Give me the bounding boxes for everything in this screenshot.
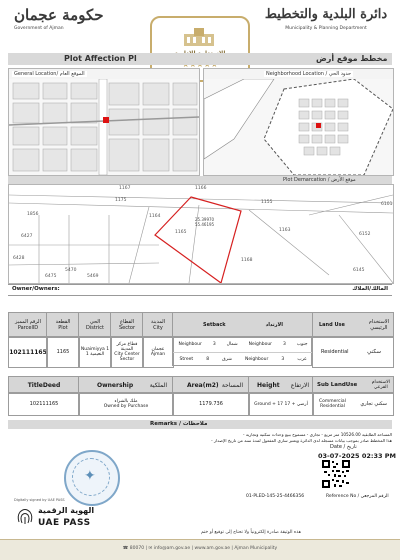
title-en: Plot Affection Pl <box>64 54 137 63</box>
reference-value: 01-PLED-145-25-4466356 <box>246 494 305 499</box>
landuse-label-ar: الاستخدام الرئيسي <box>368 319 389 331</box>
plot-marker-icon <box>103 117 109 123</box>
area-label-ar: المساحة <box>221 381 243 389</box>
remarks-line-2: - هذا المخطط صادر بموجب بيانات مسجلة لدى الدائرة ويعتبر ساري المفعول لمدة سنة من تاريخ الإصدار <box>211 438 392 443</box>
header-parcel-id: الرقم المميز ParcelID <box>8 312 48 338</box>
value-district: Nuaimiyya 1 النعيمية 1 <box>78 336 112 368</box>
height-label: Height <box>257 381 280 389</box>
value-landuse-en: Residential <box>321 349 349 355</box>
general-location-label: General Location/ الموقع العام <box>14 71 85 77</box>
sublanduse-label-ar: الاستخدام الفرعي <box>371 380 390 390</box>
value-landuse-ar: سكني <box>367 349 381 355</box>
demarcation-map[interactable] <box>8 184 394 284</box>
demarcation-label: Plot Demarcation / موقع الأرض <box>283 177 356 183</box>
value-titledeed: 102111165 <box>8 392 80 416</box>
setback-r2-c2: 8 <box>206 356 210 362</box>
header-sector: القطاع Sector <box>110 312 144 338</box>
fingerprint-icon <box>16 506 34 526</box>
svg-text:6101: 6101 <box>381 202 393 207</box>
header-plot: القطعة Plot <box>46 312 80 338</box>
setback-r1-c6: جنوب <box>296 342 308 347</box>
landuse-label: Land Use <box>319 322 345 328</box>
neighborhood-location-map[interactable] <box>203 68 394 176</box>
setback-r2-c4: Neighbour <box>244 356 269 362</box>
remarks-line-1: - المساحة الطابقية 10526.00 متر مربع - تجاري - مسموح ببيع وحدات سكنية وتجارية <box>243 432 392 437</box>
header-setback <box>172 312 314 338</box>
plot-boundary <box>155 197 241 283</box>
svg-text:25.39970: 25.39970 <box>195 217 215 222</box>
header-landuse <box>312 312 394 338</box>
header-district: الحي District <box>78 312 112 338</box>
value-ownership: ملك بالشراء Owned by Purchase <box>78 392 174 416</box>
svg-text:1163: 1163 <box>279 228 291 233</box>
municipality-title-en: Municipality & Planning Department <box>285 26 367 31</box>
reference-label: Reference No / الرقم المرجعي <box>326 494 389 499</box>
svg-text:1167: 1167 <box>119 186 131 191</box>
svg-text:1856: 1856 <box>27 212 39 217</box>
setback-row-1 <box>173 337 313 353</box>
svg-text:1166: 1166 <box>195 186 207 191</box>
setback-r2-c6: غرب <box>297 356 307 362</box>
remarks-label: Remarks / ملاحظات <box>150 421 208 427</box>
setback-r1-c4: Neighbour <box>248 342 273 347</box>
footer-contact: ☎ 80070 | ✉ info@am.gov.ae | www.am.gov.ae | Ajman Municipality <box>122 546 278 551</box>
svg-text:6428: 6428 <box>13 256 25 261</box>
svg-text:1168: 1168 <box>241 258 253 263</box>
owners-label-ar: المالك/الملاك <box>352 286 388 292</box>
svg-text:6475: 6475 <box>45 274 57 279</box>
value-landuse <box>312 336 394 368</box>
ownership-label-ar: الملكية <box>149 381 167 389</box>
value-sublanduse-en: Commercial Residential <box>319 399 346 409</box>
demarcation-drawing <box>9 185 393 283</box>
government-title-en: Government of Ajman <box>14 26 64 31</box>
stamp-star-icon: ✦ <box>84 468 96 484</box>
header-titledeed: TitleDeed <box>8 376 80 394</box>
owners-label: Owner/Owners: <box>12 286 60 292</box>
date-label: Date / تاريخ <box>330 444 357 450</box>
svg-text:55.46195: 55.46195 <box>195 222 215 227</box>
neighborhood-map-drawing <box>204 79 393 175</box>
setback-r2-c3: شرق <box>222 356 232 362</box>
deed-table <box>8 376 392 418</box>
value-sublanduse <box>312 392 394 416</box>
government-title-ar: حكومة عجمان <box>14 6 104 24</box>
svg-text:6152: 6152 <box>359 232 371 237</box>
area-label: Area(m2) <box>187 381 219 389</box>
uaepass-digital-text: Digitally signed by UAE PASS <box>14 498 65 502</box>
neighborhood-location-label: Neighborhood Location / حدود الحي <box>266 71 352 77</box>
svg-text:5470: 5470 <box>65 268 77 273</box>
municipality-title-ar: دائرة البلدية والتخطيط <box>264 7 388 22</box>
setback-row-2 <box>173 352 313 366</box>
footer-note: هذه الوثيقة صادرة إلكترونياً ولا تحتاج إلى توقيع أو ختم <box>201 530 301 535</box>
value-sector: قطاع مركز المدينة City Center Sector <box>110 336 144 368</box>
setback-r1-c5: 3 <box>282 342 286 347</box>
setback-r1-c2: 3 <box>212 342 216 347</box>
svg-text:6427: 6427 <box>21 234 33 239</box>
owners-row <box>8 284 392 296</box>
seal-building-icon <box>182 26 216 46</box>
svg-text:5469: 5469 <box>87 274 99 279</box>
svg-text:1164: 1164 <box>149 214 161 219</box>
uaepass-title-ar: الهوية الرقمية <box>38 506 95 515</box>
header-city: المدينة City <box>142 312 174 338</box>
municipality-logo <box>258 6 394 36</box>
ownership-label: Ownership <box>97 381 134 389</box>
value-height: Ground + 17 أرضي + 17 <box>248 392 314 416</box>
svg-text:6145: 6145 <box>353 268 365 273</box>
government-logo <box>14 6 114 36</box>
parcel-table <box>8 312 392 368</box>
value-parcel-id: 102111165 <box>8 336 48 368</box>
value-plot: 1165 <box>46 336 80 368</box>
svg-text:1175: 1175 <box>115 198 127 203</box>
value-sublanduse-ar: سكني تجاري <box>360 401 387 407</box>
general-map-drawing <box>9 79 199 175</box>
footer-bar <box>0 539 400 560</box>
setback-r1-c3: شمال <box>226 342 238 347</box>
neighborhood-plot-marker-icon <box>316 123 321 128</box>
setback-label-ar: الارتداد <box>265 322 283 328</box>
setback-r2-c1: Street <box>179 356 194 362</box>
value-city: عجمان Ajman <box>142 336 174 368</box>
setback-r2-c5: 3 <box>281 356 285 362</box>
title-ar: مخطط موقع أرض <box>316 54 388 63</box>
date-value: 03-07-2025 02:33 PM <box>318 452 397 460</box>
setback-grid <box>172 336 312 366</box>
svg-text:1165: 1165 <box>175 230 187 235</box>
svg-text:1155: 1155 <box>261 200 273 205</box>
setback-label: Setback <box>203 322 226 328</box>
height-label-ar: الارتفاع <box>290 381 309 389</box>
sublanduse-label: Sub LandUse <box>317 382 358 388</box>
uaepass-logo <box>14 498 104 538</box>
general-location-map[interactable] <box>8 68 200 176</box>
qr-code-icon[interactable] <box>322 460 350 488</box>
setback-r1-c1: Neighbour <box>178 342 202 347</box>
uaepass-title-en: UAE PASS <box>38 518 91 528</box>
value-area: 1179.736 <box>172 392 250 416</box>
